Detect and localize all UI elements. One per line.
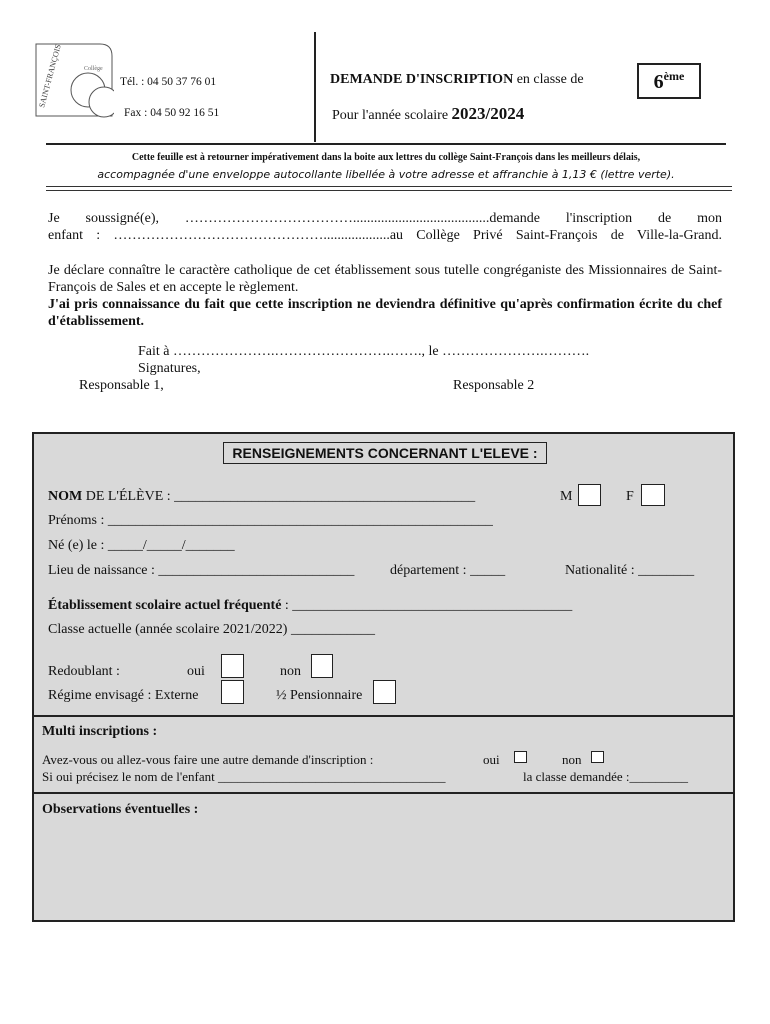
- observations-divider: [32, 792, 735, 794]
- current-school-label: Établissement scolaire actuel fréquenté: [48, 598, 282, 613]
- regime-demi-pension-label: ½ Pensionnaire: [276, 688, 363, 703]
- form-title-bold: DEMANDE D'INSCRIPTION: [330, 72, 514, 87]
- confirmation-statement: J'ai pris connaissance du fait que cette inscription ne deviendra définitive qu'après confirmation écrite du chef d'établissement.: [48, 297, 722, 329]
- phone: Tél. : 04 50 37 76 01: [120, 76, 217, 88]
- form-title: [330, 72, 584, 88]
- multi-child-name-field[interactable]: Si oui précisez le nom de l'enfant ___________________________________: [42, 769, 446, 784]
- notice-line-1: Cette feuille est à retourner impérativement dans la boite aux lettres du collège Saint-François dans les meilleurs délais,: [131, 152, 641, 163]
- sex-f-checkbox[interactable]: [641, 484, 665, 506]
- declaration-line-1[interactable]: Je soussigné(e), ……………………………….......................................demande l'inscription de mon: [48, 211, 722, 226]
- year-label: Pour l'année scolaire: [332, 108, 452, 123]
- multi-non-checkbox[interactable]: [591, 751, 604, 763]
- signatures-label: Signatures,: [138, 361, 201, 376]
- department-field[interactable]: département : _____: [390, 563, 506, 578]
- grade-number: 6: [653, 71, 664, 93]
- nom-label-rest: DE L'ÉLÈVE : ___________________________________________: [82, 489, 476, 504]
- current-school-blank: : ________________________________________: [281, 598, 573, 613]
- fait-a-line[interactable]: Fait à ………………….…………………….……., le ………………….……….: [138, 344, 590, 359]
- current-class-field[interactable]: Classe actuelle (année scolaire 2021/2022) ____________: [48, 622, 375, 637]
- multi-title: Multi inscriptions :: [42, 724, 158, 739]
- regime-demi-pension-checkbox[interactable]: [373, 680, 396, 704]
- regime-externe-checkbox[interactable]: [221, 680, 244, 704]
- responsable-1[interactable]: Responsable 1,: [79, 378, 164, 393]
- multi-oui-checkbox[interactable]: [514, 751, 527, 763]
- multi-question: Avez-vous ou allez-vous faire une autre demande d'inscription :: [42, 752, 374, 767]
- nom-field[interactable]: [48, 489, 475, 505]
- redoublant-oui-label: oui: [187, 664, 205, 679]
- logo-sub: Collège: [84, 66, 103, 72]
- school-logo: [30, 38, 114, 120]
- double-rule-top: [46, 186, 732, 187]
- sex-m-checkbox[interactable]: [578, 484, 601, 506]
- nationality-field[interactable]: Nationalité : ________: [565, 563, 695, 578]
- grade-box: [637, 63, 701, 99]
- multi-oui-label: oui: [483, 752, 500, 767]
- sex-f-label: F: [626, 489, 634, 504]
- header-divider: [314, 32, 316, 142]
- notice-line-2: accompagnée d'une enveloppe autocollante libellée à votre adresse et affranchie à 1,13 € (lettre verte).: [97, 168, 675, 181]
- declaration-line-2[interactable]: enfant : ………………………………………...................au Collège Privé Saint-François de Ville-la-Grand.: [48, 228, 722, 243]
- redoublant-oui-checkbox[interactable]: [221, 654, 244, 678]
- header-rule: [46, 143, 726, 145]
- birthplace-field[interactable]: Lieu de naissance : ____________________________: [48, 563, 355, 578]
- redoublant-non-checkbox[interactable]: [311, 654, 333, 678]
- responsable-2[interactable]: Responsable 2: [453, 378, 535, 393]
- observations-title: Observations éventuelles :: [42, 802, 199, 817]
- student-section-title: RENSEIGNEMENTS CONCERNANT L'ELEVE :: [223, 442, 547, 464]
- multi-class-field[interactable]: la classe demandée :_________: [523, 769, 688, 784]
- grade-suffix: ème: [663, 69, 685, 83]
- year-value: 2023/2024: [451, 104, 525, 123]
- redoublant-label: Redoublant :: [48, 664, 120, 679]
- form-title-rest: en classe de: [513, 72, 584, 87]
- observations-area[interactable]: [40, 822, 728, 914]
- multi-divider: [32, 715, 735, 717]
- nom-label-bold: NOM: [48, 489, 83, 504]
- sex-m-label: M: [560, 489, 573, 504]
- birthdate-field[interactable]: Né (e) le : _____/_____/_______: [48, 538, 235, 553]
- regime-externe-label: Régime envisagé : Externe: [48, 688, 199, 703]
- school-year: [332, 104, 524, 124]
- current-school-field[interactable]: [48, 598, 572, 614]
- fax: Fax : 04 50 92 16 51: [124, 107, 220, 119]
- multi-non-label: non: [562, 752, 582, 767]
- catholic-statement: Je déclare connaître le caractère catholique de cet établissement sous tutelle congréganiste des Missionnaires de Saint-François de Sales et en accepte le règlement.: [48, 263, 722, 295]
- logo-text: SAINT-FRANÇOIS: [37, 43, 63, 109]
- prenoms-field[interactable]: Prénoms : _______________________________________________________: [48, 513, 493, 528]
- double-rule-bottom: [46, 190, 732, 191]
- redoublant-non-label: non: [280, 664, 301, 679]
